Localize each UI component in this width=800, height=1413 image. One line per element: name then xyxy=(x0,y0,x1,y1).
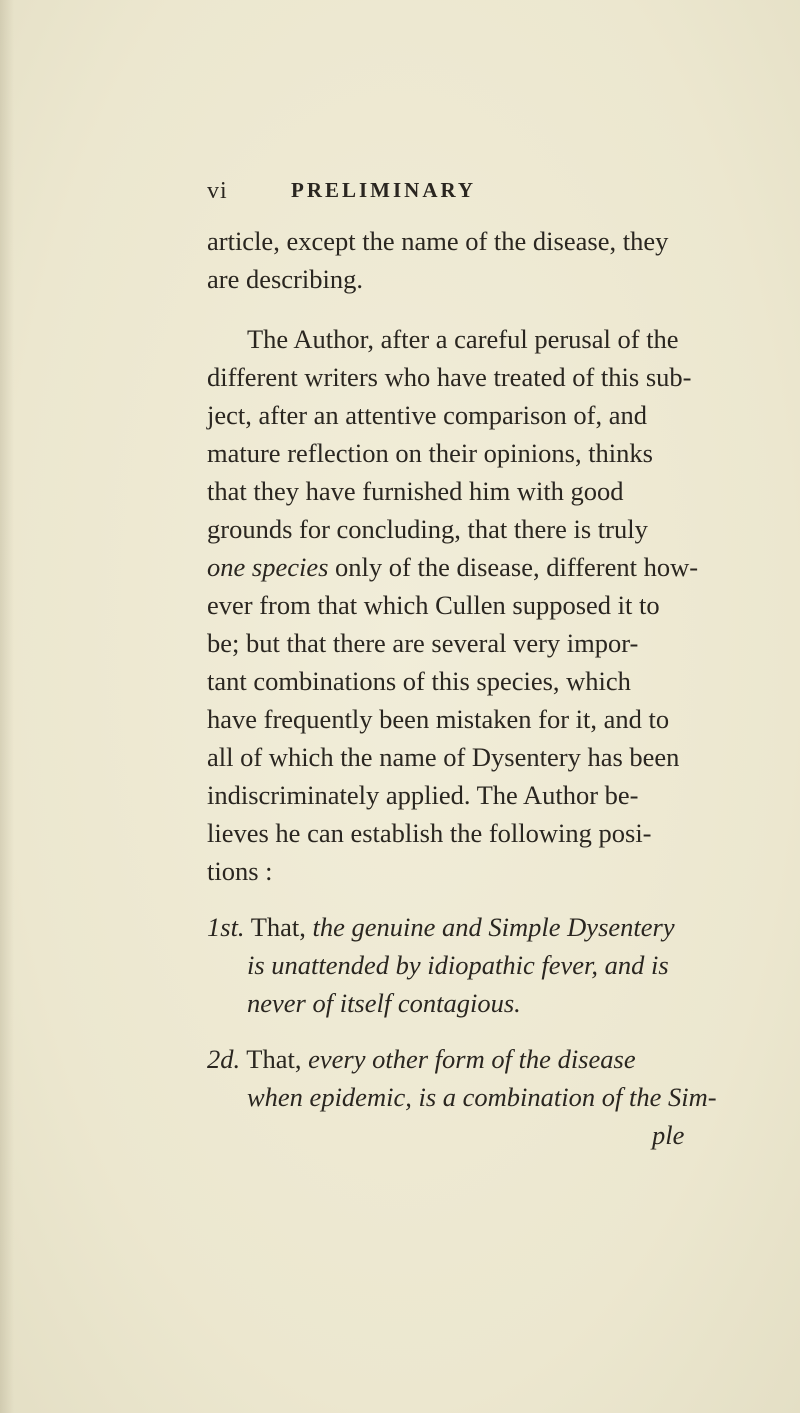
line-text: article, except the name of the disease, they xyxy=(207,226,669,256)
proposition-text: the genuine and Simple Dysentery xyxy=(312,912,675,942)
text-line xyxy=(207,260,702,298)
line-text: grounds for concluding, that there is truly xyxy=(207,514,648,544)
text-line xyxy=(207,776,702,814)
line-text: mature reflection on their opinions, thinks xyxy=(207,438,653,468)
text-line xyxy=(207,586,702,624)
text-line xyxy=(207,320,702,358)
line-text: indiscriminately applied. The Author be- xyxy=(207,780,639,810)
text-line xyxy=(207,358,702,396)
running-head: PRELIMINARY xyxy=(291,178,477,202)
proposition-1-number: 1st. xyxy=(207,912,245,942)
proposition-2-lead: That, xyxy=(246,1044,302,1074)
text-line xyxy=(207,548,702,586)
text-line xyxy=(207,814,702,852)
proposition-text: never of itself contagious. xyxy=(247,988,521,1018)
proposition-text: when epidemic, is a combination of the Sim- xyxy=(247,1082,717,1112)
body-text xyxy=(207,222,717,1154)
line-text: are describing. xyxy=(207,264,363,294)
proposition-2-number: 2d. xyxy=(207,1044,241,1074)
catchword-line xyxy=(207,1116,702,1154)
text-line xyxy=(207,624,702,662)
text-line xyxy=(207,738,702,776)
line-text: The Author, after a careful perusal of the xyxy=(247,324,679,354)
page-gutter-shadow xyxy=(0,0,14,1413)
proposition-1-line xyxy=(207,946,702,984)
line-text: have frequently been mistaken for it, and to xyxy=(207,704,670,734)
line-text: that they have furnished him with good xyxy=(207,476,624,506)
text-line xyxy=(207,700,702,738)
line-text: be; but that there are several very impor- xyxy=(207,628,639,658)
line-text: all of which the name of Dysentery has been xyxy=(207,742,680,772)
proposition-1-line xyxy=(207,908,702,946)
proposition-text: is unattended by idiopathic fever, and is xyxy=(247,950,669,980)
page-number: vi xyxy=(207,178,228,204)
text-line xyxy=(207,852,702,890)
text-line xyxy=(207,472,702,510)
proposition-2-line xyxy=(207,1078,717,1116)
line-text: only of the disease, different how- xyxy=(335,552,699,582)
catchword: ple xyxy=(652,1120,685,1150)
proposition-text: every other form of the disease xyxy=(308,1044,636,1074)
page-header xyxy=(207,178,727,208)
proposition-1-line xyxy=(207,984,702,1022)
line-text: tions : xyxy=(207,856,273,886)
line-text: lieves he can establish the following posi- xyxy=(207,818,652,848)
line-text: different writers who have treated of this sub- xyxy=(207,362,692,392)
proposition-1-lead: That, xyxy=(250,912,306,942)
line-text: ever from that which Cullen supposed it to xyxy=(207,590,660,620)
text-line xyxy=(207,510,702,548)
text-line xyxy=(207,434,702,472)
text-line xyxy=(207,662,702,700)
text-line xyxy=(207,222,702,260)
emphasis-one-species: one species xyxy=(207,552,329,582)
line-text: ject, after an attentive comparison of, and xyxy=(207,400,648,430)
text-line xyxy=(207,396,702,434)
line-text: tant combinations of this species, which xyxy=(207,666,631,696)
proposition-2-line xyxy=(207,1040,702,1078)
